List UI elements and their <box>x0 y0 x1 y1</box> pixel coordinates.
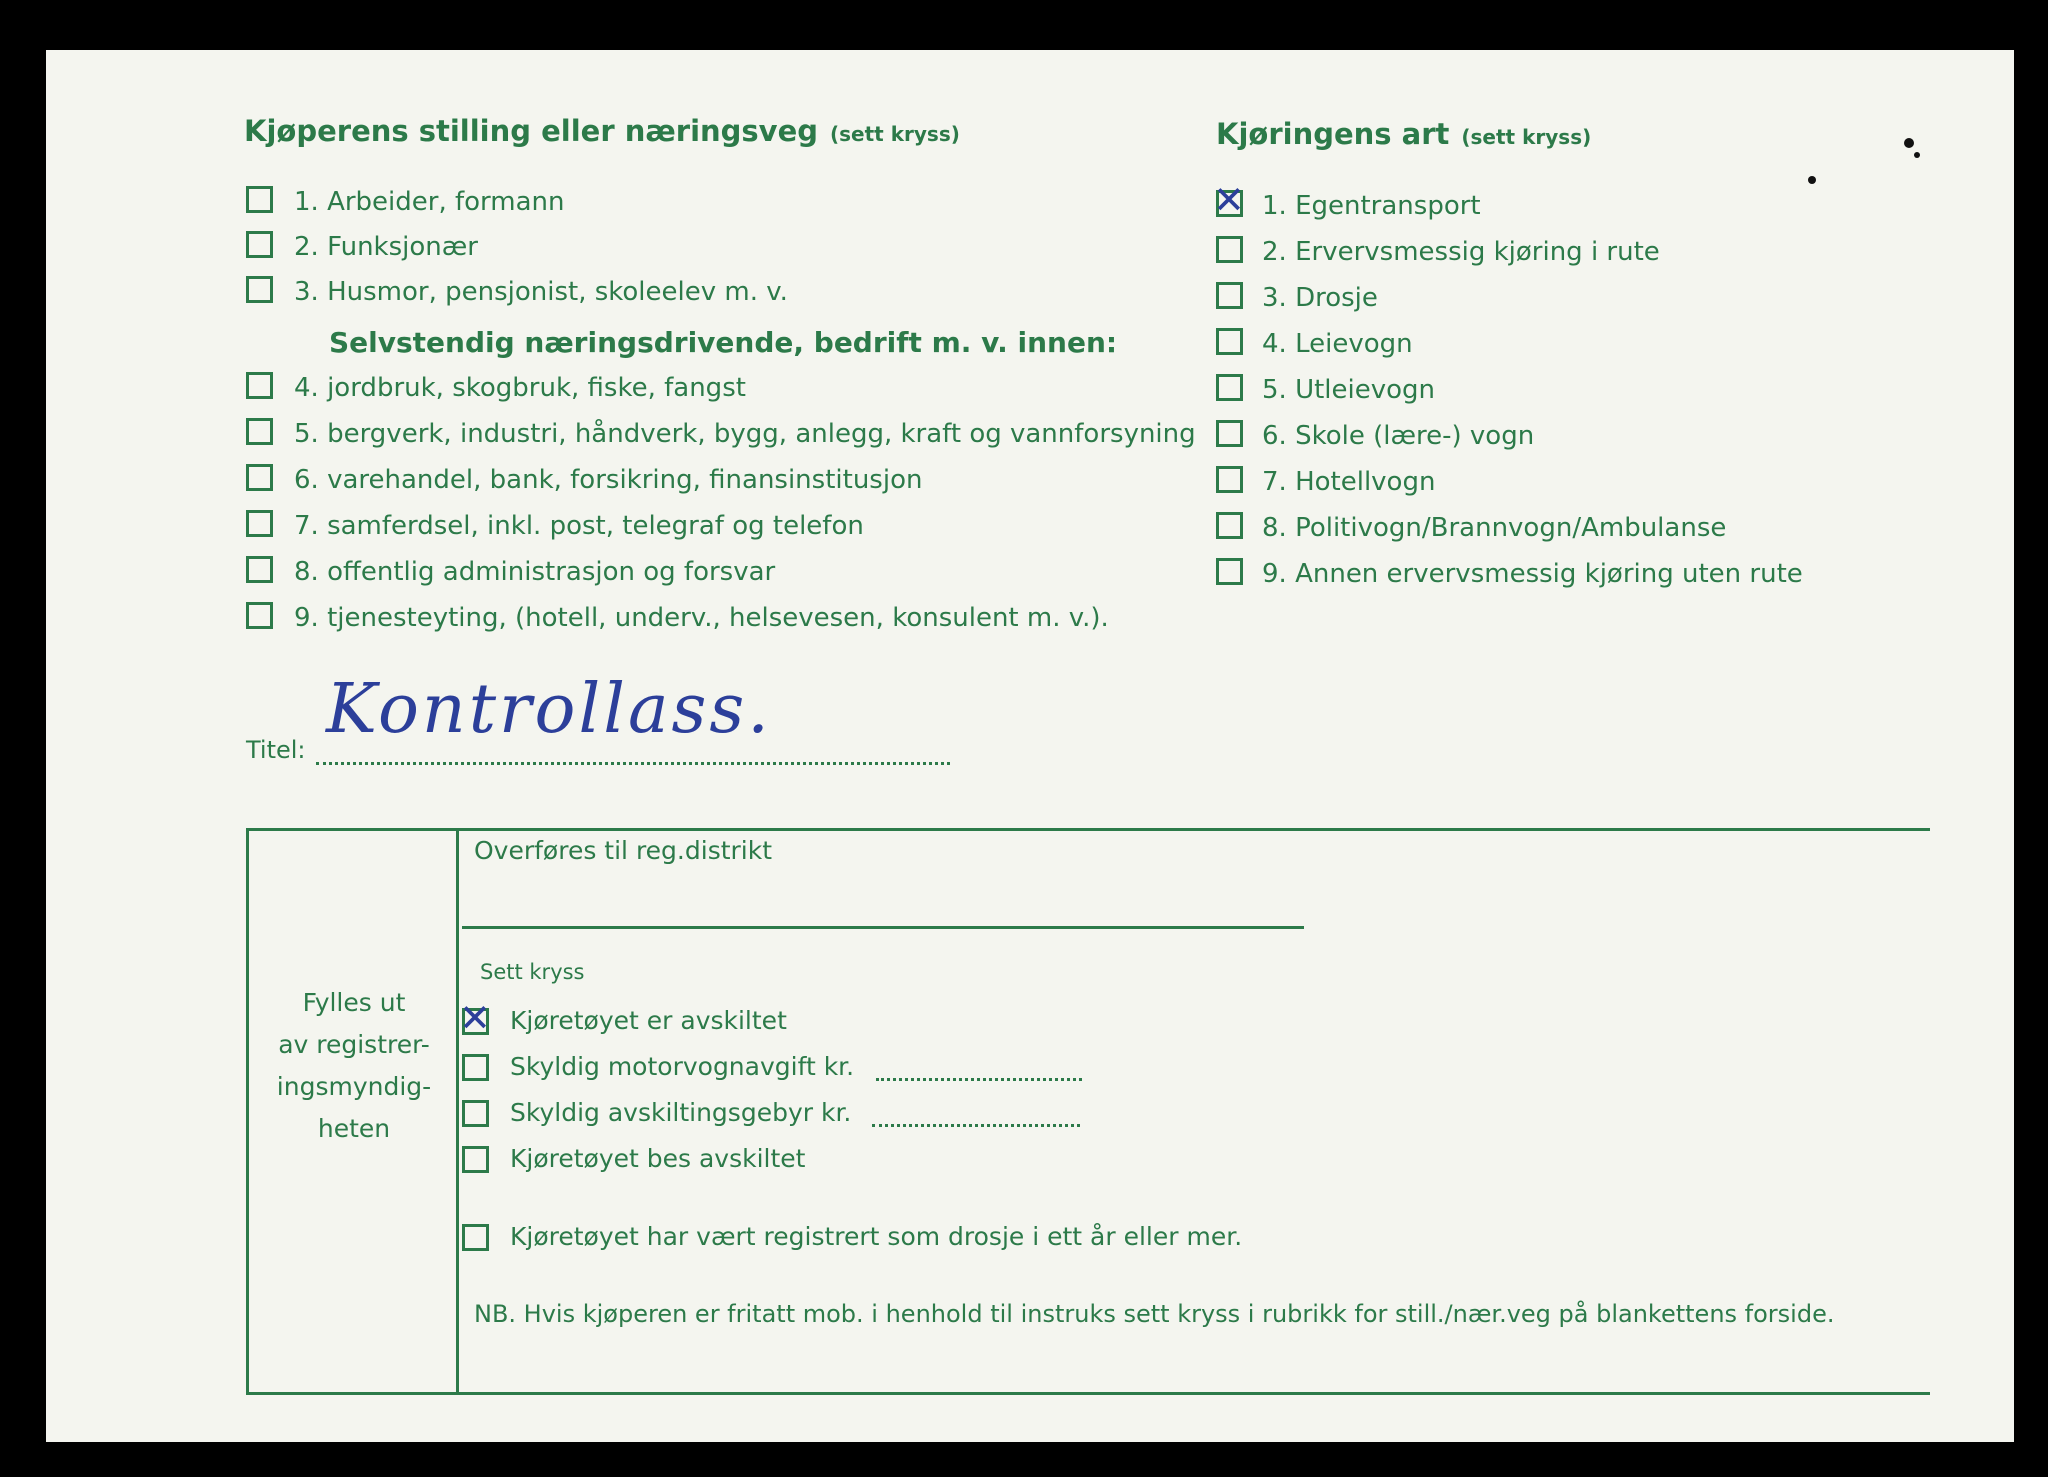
checkbox-deregistered[interactable] <box>459 996 491 1040</box>
self-employed-subheading: Selvstendig næringsdrivende, bedrift m. v. innen: <box>329 326 1118 359</box>
occupation-label-1: 1. Arbeider, formann <box>294 187 565 217</box>
checkbox-driving-1[interactable] <box>1213 178 1245 222</box>
ink-speck <box>1904 138 1914 148</box>
side-label-line: av registrer- <box>278 1030 430 1059</box>
checkbox-request-deregister[interactable] <box>462 1146 489 1173</box>
occupation-label-6: 6. varehandel, bank, forsikring, finansinstitusjon <box>294 465 923 495</box>
checkbox-driving-6[interactable] <box>1216 420 1243 447</box>
checkbox-occupation-4[interactable] <box>246 372 273 399</box>
checkbox-occupation-3[interactable] <box>246 276 273 303</box>
checkbox-motor-tax[interactable] <box>462 1054 489 1081</box>
driving-label-1: 1. Egentransport <box>1262 191 1481 221</box>
occupation-label-3: 3. Husmor, pensjonist, skoleelev m. v. <box>294 277 788 307</box>
checkbox-occupation-1[interactable] <box>246 186 273 213</box>
checkbox-driving-8[interactable] <box>1216 512 1243 539</box>
label-deregistered: Kjøretøyet er avskiltet <box>510 1006 787 1035</box>
checkbox-driving-7[interactable] <box>1216 466 1243 493</box>
checkbox-occupation-7[interactable] <box>246 510 273 537</box>
label-request-deregister: Kjøretøyet bes avskiltet <box>510 1144 806 1173</box>
label-motor-tax: Skyldig motorvognavgift kr. <box>510 1052 855 1081</box>
check-mark-icon: ✕ <box>1213 178 1245 222</box>
box-left-border <box>246 828 249 1394</box>
heading-note: (sett kryss) <box>830 122 960 146</box>
checkbox-occupation-2[interactable] <box>246 231 273 258</box>
checkbox-plate-fee[interactable] <box>462 1100 489 1127</box>
form-sheet <box>46 50 2014 1442</box>
plate-fee-amount-field[interactable] <box>872 1124 1080 1127</box>
occupation-label-2: 2. Funksjonær <box>294 232 478 262</box>
ink-speck <box>1914 152 1920 158</box>
driving-label-7: 7. Hotellvogn <box>1262 467 1436 497</box>
checkbox-occupation-6[interactable] <box>246 464 273 491</box>
check-mark-icon: ✕ <box>459 996 491 1040</box>
side-label-line: ingsmyndig- <box>276 1072 432 1101</box>
transfer-label: Overføres til reg.distrikt <box>474 836 773 865</box>
box-top-border <box>246 828 1930 831</box>
driving-label-5: 5. Utleievogn <box>1262 375 1436 405</box>
side-label-line: Fylles ut <box>302 988 406 1017</box>
driving-label-4: 4. Leievogn <box>1262 329 1413 359</box>
titel-handwritten-value[interactable]: Kontrollass. <box>326 670 772 749</box>
occupation-label-4: 4. jordbruk, skogbruk, fiske, fangst <box>294 373 746 403</box>
checkbox-occupation-9[interactable] <box>246 602 273 629</box>
checkbox-taxi-year[interactable] <box>462 1224 489 1251</box>
titel-label: Titel: <box>246 736 306 764</box>
label-plate-fee: Skyldig avskiltingsgebyr kr. <box>510 1098 852 1127</box>
checkbox-driving-2[interactable] <box>1216 236 1243 263</box>
transfer-field-line[interactable] <box>462 926 1304 929</box>
driving-label-6: 6. Skole (lære-) vogn <box>1262 421 1535 451</box>
driving-type-heading <box>1216 117 1591 151</box>
registration-side-label <box>256 982 452 1150</box>
driving-label-8: 8. Politivogn/Brannvogn/Ambulanse <box>1262 513 1727 543</box>
buyer-occupation-heading <box>244 114 960 148</box>
checkbox-driving-4[interactable] <box>1216 328 1243 355</box>
motor-tax-amount-field[interactable] <box>876 1078 1082 1081</box>
driving-label-9: 9. Annen ervervsmessig kjøring uten rute <box>1262 559 1803 589</box>
driving-label-3: 3. Drosje <box>1262 283 1378 313</box>
ink-speck <box>1808 176 1816 184</box>
box-bottom-border <box>246 1392 1930 1395</box>
titel-dotted-line <box>316 762 950 765</box>
nb-note: NB. Hvis kjøperen er fritatt mob. i henhold til instruks sett kryss i rubrikk for still./nær.veg på blankettens forside. <box>474 1300 1835 1328</box>
occupation-label-5: 5. bergverk, industri, håndverk, bygg, anlegg, kraft og vannforsyning <box>294 419 1196 449</box>
side-label-line: heten <box>317 1114 391 1143</box>
checkbox-driving-3[interactable] <box>1216 282 1243 309</box>
box-divider <box>456 828 459 1392</box>
driving-label-2: 2. Ervervsmessig kjøring i rute <box>1262 237 1660 267</box>
checkbox-occupation-8[interactable] <box>246 556 273 583</box>
sett-kryss-label: Sett kryss <box>480 960 585 984</box>
occupation-label-7: 7. samferdsel, inkl. post, telegraf og telefon <box>294 511 864 541</box>
checkbox-occupation-5[interactable] <box>246 418 273 445</box>
heading-text: Kjøringens art <box>1216 117 1450 151</box>
heading-note: (sett kryss) <box>1461 125 1592 149</box>
occupation-label-8: 8. offentlig administrasjon og forsvar <box>294 557 776 587</box>
occupation-label-9: 9. tjenesteyting, (hotell, underv., helsevesen, konsulent m. v.). <box>294 603 1109 633</box>
checkbox-driving-5[interactable] <box>1216 374 1243 401</box>
checkbox-driving-9[interactable] <box>1216 558 1243 585</box>
heading-text: Kjøperens stilling eller næringsveg <box>244 114 819 148</box>
label-taxi-year: Kjøretøyet har vært registrert som drosje i ett år eller mer. <box>510 1222 1243 1251</box>
